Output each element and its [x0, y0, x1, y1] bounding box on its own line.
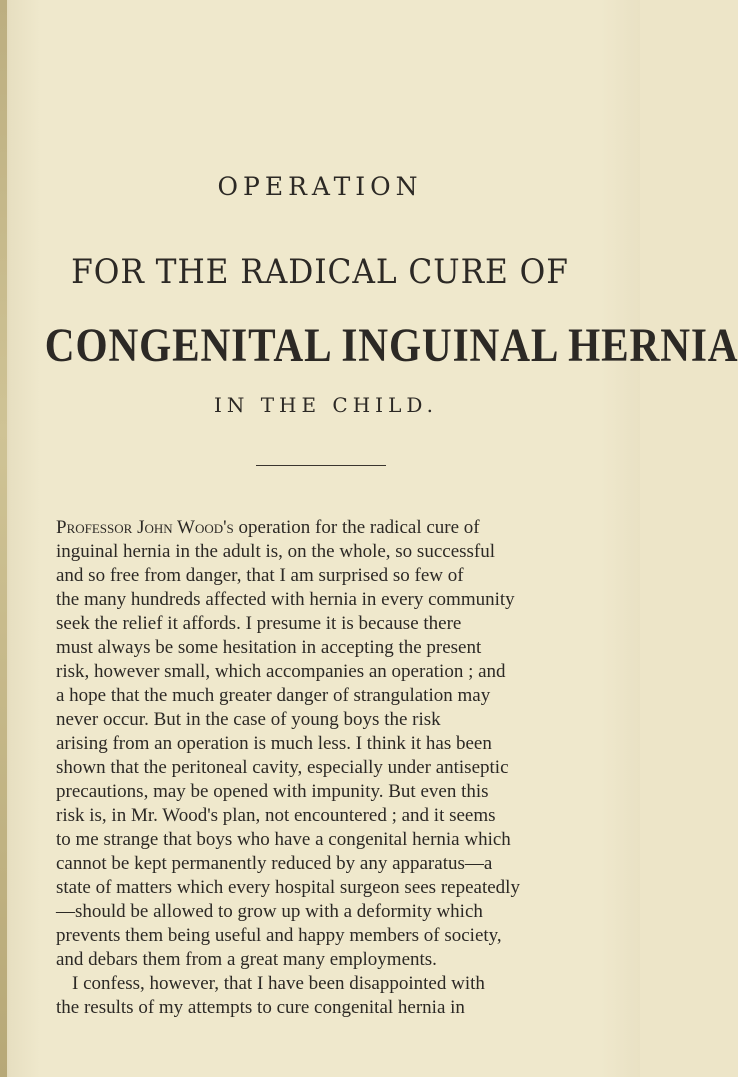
- text-line: never occur. But in the case of young boys the risk: [56, 709, 441, 730]
- page-spine-edge: [0, 0, 7, 1077]
- text-line: risk is, in Mr. Wood's plan, not encountered ; and it seems: [56, 805, 496, 826]
- text-line-rest: operation for the radical cure of: [233, 517, 480, 538]
- text-line: the many hundreds affected with hernia in every community: [56, 589, 515, 610]
- text-line: and so free from danger, that I am surprised so few of: [56, 565, 464, 586]
- text-line: state of matters which every hospital surgeon sees repeatedly: [56, 877, 520, 898]
- title-divider: [256, 465, 386, 466]
- text-line: seek the relief it affords. I presume it is because there: [56, 613, 462, 634]
- title-line-hernia: CONGENITAL INGUINAL HERNIA: [44, 319, 738, 372]
- text-line: risk, however small, which accompanies an operation ; and: [56, 661, 506, 682]
- text-line: the results of my attempts to cure congenital hernia in: [56, 997, 465, 1018]
- text-line: [56, 516, 626, 540]
- text-line: I confess, however, that I have been disappointed with: [72, 973, 485, 994]
- text-line: precautions, may be opened with impunity. But even this: [56, 781, 489, 802]
- text-line: cannot be kept permanently reduced by any apparatus—a: [56, 853, 493, 874]
- text-line: to me strange that boys who have a congenital hernia which: [56, 829, 511, 850]
- text-line: must always be some hesitation in accepting the present: [56, 637, 482, 658]
- title-line-operation: OPERATION: [217, 172, 423, 201]
- author-smallcaps: Professor John Wood's: [56, 517, 234, 538]
- text-line: arising from an operation is much less. I think it has been: [56, 733, 492, 754]
- text-line: —should be allowed to grow up with a deformity which: [56, 901, 483, 922]
- text-line: a hope that the much greater danger of strangulation may: [56, 685, 491, 706]
- text-line: shown that the peritoneal cavity, especially under antiseptic: [56, 757, 509, 778]
- text-line: prevents them being useful and happy members of society,: [56, 925, 502, 946]
- text-line: and debars them from a great many employments.: [56, 949, 437, 970]
- text-line: inguinal hernia in the adult is, on the whole, so successful: [56, 541, 496, 562]
- title-line-radical-cure: FOR THE RADICAL CURE OF: [71, 252, 569, 292]
- title-line-child: IN THE CHILD.: [213, 393, 439, 417]
